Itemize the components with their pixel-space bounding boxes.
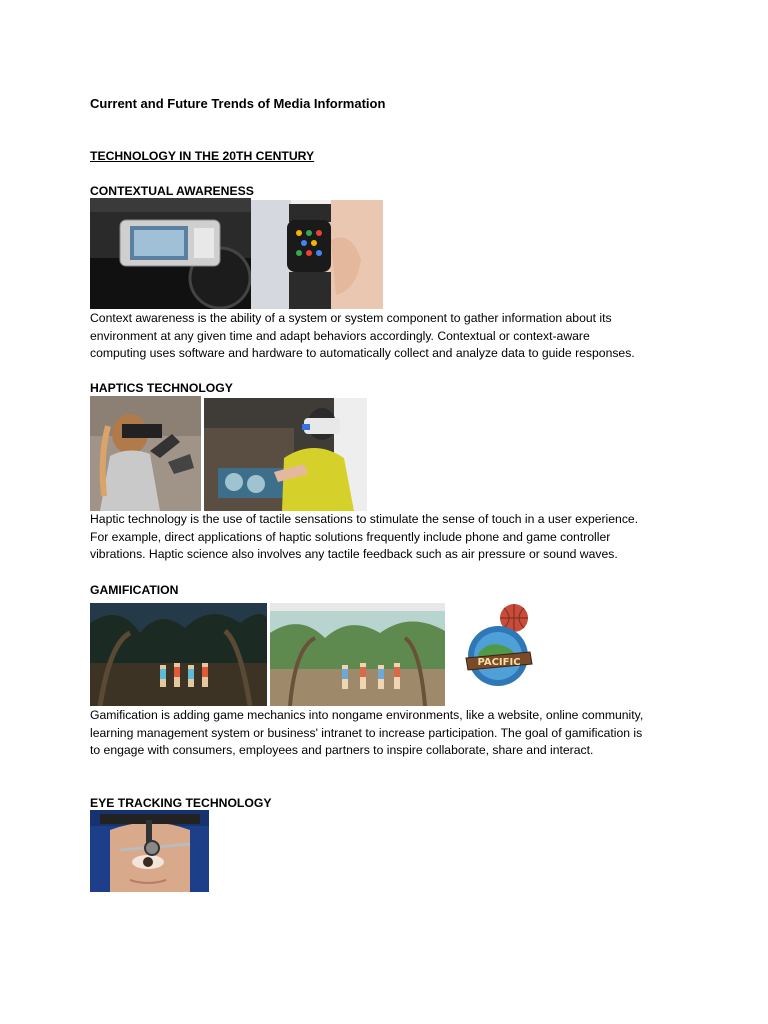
logo-text: PACIFIC [477, 657, 521, 668]
pacific-game-logo-image [458, 600, 538, 696]
section-heading-gamification: GAMIFICATION [90, 583, 179, 597]
paragraph-line: Gamification is adding game mechanics into nongame environments, like a website, online community, [90, 708, 644, 722]
paragraph-contextual-awareness [90, 310, 680, 363]
paragraph-line: to engage with consumers, employees and partners to inspire collaborate, share and interact. [90, 743, 594, 758]
vr-glove-user-image [90, 396, 201, 511]
paragraph-line: computing uses software and hardware to automatically collect and analyze data to guide responses. [90, 346, 635, 361]
section-heading-contextual-awareness: CONTEXTUAL AWARENESS [90, 184, 254, 198]
document-subtitle: TECHNOLOGY IN THE 20TH CENTURY [90, 149, 315, 163]
game-scene-day-image [270, 603, 445, 706]
eye-tracking-headgear-image [90, 810, 209, 892]
paragraph-haptics [90, 511, 680, 564]
paragraph-line: vibrations. Haptic science also involves any tactile feedback such as air pressure or sound waves. [90, 547, 618, 562]
smartwatch-image [251, 200, 383, 309]
paragraph-line: environment at any given time and adapt behaviors accordingly. Contextual or context-aware [90, 328, 590, 343]
paragraph-line: Context awareness is the ability of a system or system component to gather information about its [90, 311, 612, 325]
paragraph-line: For example, direct applications of haptic solutions frequently include phone and game controller [90, 529, 611, 544]
paragraph-gamification [90, 707, 680, 760]
section-heading-haptics: HAPTICS TECHNOLOGY [90, 381, 233, 395]
document-title: Current and Future Trends of Media Information [90, 96, 386, 111]
section-heading-eye-tracking: EYE TRACKING TECHNOLOGY [90, 796, 272, 810]
gps-car-device-image [90, 198, 251, 309]
paragraph-line: learning management system or business' intranet to increase participation. The goal of gamification is [90, 725, 643, 740]
vr-headset-experience-image [204, 398, 367, 511]
game-scene-night-image [90, 603, 267, 706]
paragraph-line: Haptic technology is the use of tactile sensations to stimulate the sense of touch in a user experience. [90, 512, 639, 526]
